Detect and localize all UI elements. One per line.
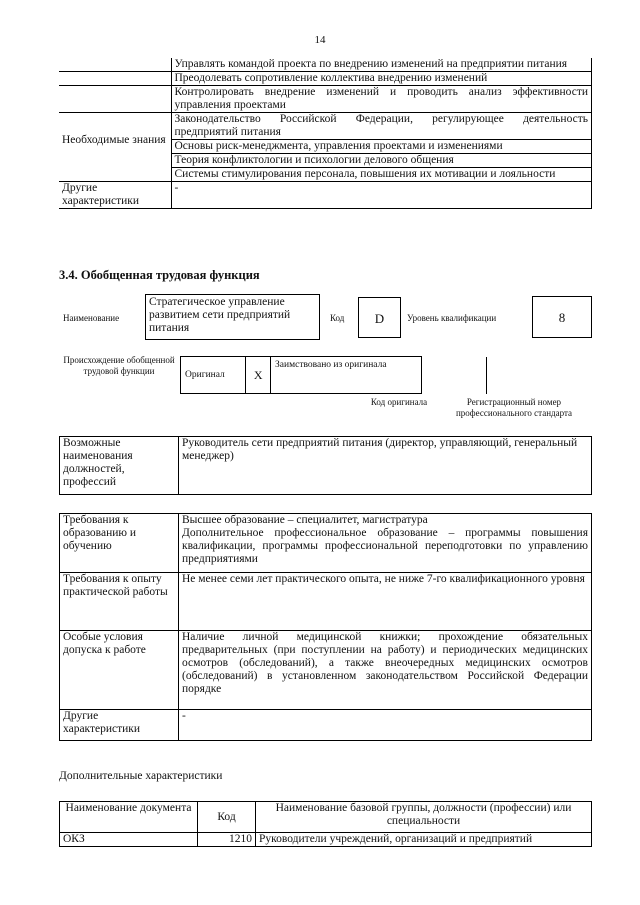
knowledge-label: Необходимые знания (59, 113, 171, 182)
education-label: Требования к образованию и обучению (60, 514, 179, 573)
other-characteristics-value: - (179, 710, 592, 741)
table-header-row (60, 802, 592, 833)
skill-cell: Управлять командой проекта по внедрению изменений на предприятии питания (171, 58, 592, 72)
function-name-box: Стратегическое управление развитием сети предприятий питания (145, 294, 320, 340)
other-characteristics-label: Другие характеристики (59, 182, 171, 209)
header-document-name: Наименование документа (60, 802, 198, 833)
borrowed-cell: Заимствовано из оригинала (271, 357, 422, 394)
header-code: Код (198, 802, 256, 833)
name-label: Наименование (63, 313, 120, 323)
cell-code: 1210 (198, 833, 256, 847)
education-line-1: Высшее образование – специалитет, магистратура (182, 514, 428, 526)
code-original-cell (421, 357, 487, 394)
knowledge-cell: Теория конфликтологии и психологии делового общения (171, 154, 592, 168)
qualification-level-label: Уровень квалификации (407, 313, 497, 323)
positions-table (59, 436, 592, 495)
knowledge-cell: Системы стимулирования персонала, повышения их мотивации и лояльности (171, 168, 592, 182)
reg-number-cell (487, 357, 640, 394)
table-row (59, 58, 592, 72)
cell-document: ОКЗ (60, 833, 198, 847)
requirements-table (59, 513, 592, 741)
code-label: Код (330, 313, 345, 323)
skill-cell: Контролировать внедрение изменений и проводить анализ эффективности управления проектами (171, 86, 592, 113)
empty-label-cell (59, 72, 171, 86)
conditions-value: Наличие личной медицинской книжки; прохождение обязательных предварительных (при поступлении на работу) и периодических медицинских осмотров (обследований), а также внеочередных медицинских осмотров (обследований) в установленном законодательством Российской Федерации порядке (179, 631, 592, 710)
additional-characteristics-table (59, 801, 592, 847)
table-row (60, 437, 592, 495)
other-characteristics-value: - (171, 182, 592, 209)
table-row (60, 710, 592, 741)
empty-label-cell (59, 86, 171, 113)
empty-label-cell (59, 58, 171, 72)
education-line-2: Дополнительное профессиональное образование – программы повышения квалификации, программы профессиональной переподготовки по управлению предприятиями (182, 527, 588, 565)
table-row (59, 86, 592, 113)
origin-table (180, 356, 640, 394)
education-value (179, 514, 592, 573)
code-value-box: D (358, 297, 401, 338)
section-title: 3.4. Обобщенная трудовая функция (59, 268, 260, 282)
positions-label: Возможные наименования должностей, профессий (60, 437, 179, 495)
table-row (60, 833, 592, 847)
header-group-name: Наименование базовой группы, должности (профессии) или специальности (256, 802, 592, 833)
table-row (60, 631, 592, 710)
original-cell: Оригинал (181, 357, 246, 394)
origin-label: Происхождение обобщенной трудовой функции (63, 355, 175, 376)
skill-cell: Преодолевать сопротивление коллектива внедрению изменений (171, 72, 592, 86)
skills-knowledge-table (59, 58, 592, 209)
table-row (60, 514, 592, 573)
table-row (60, 573, 592, 631)
page-number: 14 (314, 34, 326, 46)
knowledge-cell: Законодательство Российской Федерации, регулирующее деятельность предприятий питания (171, 113, 592, 140)
table-row (59, 72, 592, 86)
knowledge-cell: Основы риск-менеджмента, управления проектами и изменениями (171, 140, 592, 154)
table-row (59, 113, 592, 140)
qualification-level-box: 8 (532, 296, 592, 338)
additional-characteristics-title: Дополнительные характеристики (59, 770, 223, 782)
experience-value: Не менее семи лет практического опыта, не ниже 7-го квалификационного уровня (179, 573, 592, 631)
code-original-caption: Код оригинала (370, 397, 428, 407)
conditions-label: Особые условия допуска к работе (60, 631, 179, 710)
experience-label: Требования к опыту практической работы (60, 573, 179, 631)
original-mark: X (246, 357, 271, 394)
table-row (59, 182, 592, 209)
cell-group-name: Руководители учреждений, организаций и предприятий (256, 833, 592, 847)
registration-number-caption: Регистрационный номер профессионального стандарта (455, 397, 573, 418)
positions-value: Руководитель сети предприятий питания (директор, управляющий, генеральный менеджер) (179, 437, 592, 495)
other-characteristics-label: Другие характеристики (60, 710, 179, 741)
